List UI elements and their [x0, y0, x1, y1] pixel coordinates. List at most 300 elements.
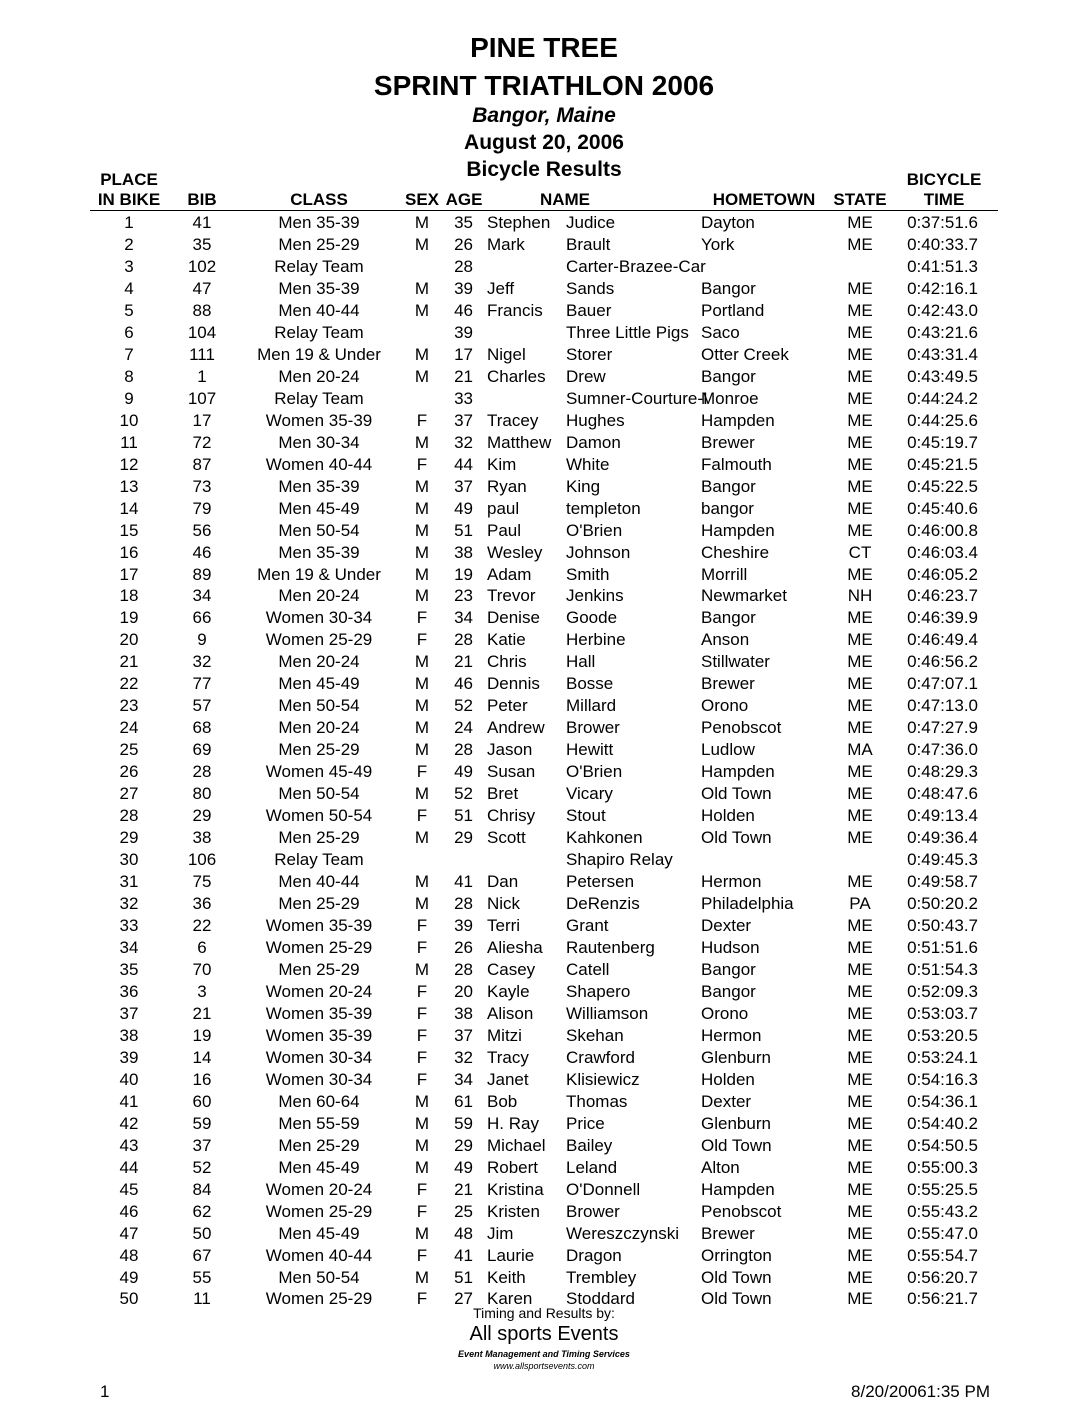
cell-bib: 1 [197, 366, 207, 386]
cell-state: ME [847, 1135, 873, 1155]
cell-sex: M [414, 476, 430, 496]
cell-first-name: Mark [487, 234, 525, 254]
cell-last-name: DeRenzis [566, 894, 640, 914]
cell-class: Men 35-39 [278, 542, 360, 562]
cell-place: 25 [119, 740, 139, 760]
cell-class: Men 45-49 [278, 674, 360, 694]
cell-bike-time: 0:46:03.4 [907, 542, 978, 562]
cell-class: Men 25-29 [278, 1135, 360, 1155]
cell-bike-time: 0:47:07.1 [907, 674, 978, 694]
cell-age: 23 [454, 586, 473, 606]
cell-class: Men 60-64 [278, 1091, 360, 1111]
cell-class: Women 30-34 [265, 1047, 373, 1067]
header-state: STATE [833, 190, 887, 209]
cell-last-name: Leland [566, 1157, 618, 1177]
cell-bike-time: 0:55:43.2 [907, 1201, 978, 1221]
cell-place: 21 [119, 652, 139, 672]
cell-state: ME [847, 564, 873, 584]
table-row [0, 1091, 1088, 1113]
header-hometown: HOMETOWN [712, 190, 816, 209]
table-row [0, 542, 1088, 564]
cell-bike-time: 0:46:49.4 [907, 630, 978, 650]
cell-bike-time: 0:46:00.8 [907, 520, 978, 540]
cell-bike-time: 0:51:54.3 [907, 959, 978, 979]
cell-first-name: Paul [487, 520, 522, 540]
cell-last-name: templeton [566, 498, 641, 518]
cell-hometown: Portland [701, 300, 765, 320]
cell-class: Women 45-49 [265, 762, 373, 782]
cell-hometown: Holden [701, 806, 755, 826]
cell-bib: 46 [192, 542, 212, 562]
cell-first-name: Charles [487, 366, 546, 386]
cell-class: Relay Team [274, 388, 364, 408]
cell-bike-time: 0:55:47.0 [907, 1223, 978, 1243]
cell-age: 38 [454, 542, 473, 562]
cell-age: 51 [454, 520, 473, 540]
cell-state: ME [847, 366, 873, 386]
table-row [0, 410, 1088, 432]
cell-bib: 28 [192, 762, 212, 782]
cell-age: 27 [454, 1289, 473, 1309]
cell-sex: M [414, 784, 430, 804]
cell-last-name: Shapero [566, 981, 631, 1001]
cell-state: ME [847, 1091, 873, 1111]
cell-class: Men 35-39 [278, 278, 360, 298]
cell-class: Relay Team [274, 322, 364, 342]
cell-first-name: Bob [487, 1091, 518, 1111]
cell-age: 49 [454, 762, 473, 782]
cell-age: 29 [454, 1135, 473, 1155]
cell-state: ME [847, 1157, 873, 1177]
cell-bib: 72 [192, 432, 212, 452]
cell-bike-time: 0:54:40.2 [907, 1113, 978, 1133]
cell-first-name: Wesley [487, 542, 543, 562]
cell-state: ME [847, 234, 873, 254]
cell-sex: M [414, 234, 430, 254]
table-row [0, 717, 1088, 739]
cell-place: 3 [124, 256, 134, 276]
cell-hometown: Saco [701, 322, 740, 342]
cell-first-name: Nick [487, 894, 521, 914]
cell-class: Women 40-44 [265, 454, 373, 474]
cell-bike-time: 0:49:13.4 [907, 806, 978, 826]
cell-class: Men 25-29 [278, 894, 360, 914]
cell-bib: 29 [192, 806, 212, 826]
cell-sex: M [414, 652, 430, 672]
cell-bike-time: 0:53:03.7 [907, 1003, 978, 1023]
table-row [0, 1201, 1088, 1223]
cell-last-name: Thomas [566, 1091, 628, 1111]
table-row [0, 520, 1088, 542]
cell-class: Women 25-29 [265, 1201, 373, 1221]
cell-sex: M [414, 894, 430, 914]
cell-first-name: Janet [487, 1069, 529, 1089]
cell-age: 41 [454, 1245, 473, 1265]
cell-bike-time: 0:50:20.2 [907, 894, 978, 914]
cell-bike-time: 0:49:58.7 [907, 872, 978, 892]
cell-state: PA [849, 894, 871, 914]
table-row [0, 1135, 1088, 1157]
cell-age: 59 [454, 1113, 473, 1133]
table-row [0, 322, 1088, 344]
table-row [0, 915, 1088, 937]
cell-bib: 104 [187, 322, 217, 342]
cell-hometown: Hampden [701, 762, 775, 782]
cell-sex: M [414, 1157, 430, 1177]
cell-sex: M [414, 1113, 430, 1133]
cell-sex: M [414, 828, 430, 848]
cell-state: ME [847, 300, 873, 320]
cell-sex: M [414, 520, 430, 540]
cell-last-name: Dragon [566, 1245, 622, 1265]
cell-last-name: O'Brien [566, 762, 623, 782]
cell-hometown: Penobscot [701, 718, 782, 738]
cell-bib: 41 [192, 213, 212, 232]
cell-sex: M [414, 498, 430, 518]
cell-hometown: Brewer [701, 1223, 755, 1243]
cell-bike-time: 0:49:36.4 [907, 828, 978, 848]
table-row [0, 1157, 1088, 1179]
header-time-top: BICYCLE [906, 170, 982, 189]
cell-hometown: Dexter [701, 916, 752, 935]
cell-hometown: Old Town [701, 1267, 772, 1287]
cell-hometown: Bangor [701, 981, 756, 1001]
cell-class: Men 45-49 [278, 1223, 360, 1243]
cell-first-name: Michael [487, 1135, 546, 1155]
timing-credit: Timing and Results by: [473, 1305, 615, 1321]
cell-hometown: Philadelphia [701, 894, 794, 914]
cell-state: ME [847, 696, 873, 716]
cell-last-name: Brower [566, 718, 620, 738]
cell-class: Men 25-29 [278, 234, 360, 254]
cell-first-name: paul [487, 498, 520, 518]
cell-place: 49 [119, 1267, 139, 1287]
cell-first-name: H. Ray [487, 1113, 539, 1133]
cell-place: 24 [119, 718, 139, 738]
cell-place: 26 [119, 762, 139, 782]
table-row [0, 212, 1088, 234]
cell-last-name: Brower [566, 1201, 620, 1221]
cell-place: 22 [119, 674, 139, 694]
cell-age: 37 [454, 410, 473, 430]
cell-place: 5 [124, 300, 134, 320]
table-row [0, 673, 1088, 695]
cell-bib: 89 [192, 564, 212, 584]
cell-first-name: Dennis [487, 674, 540, 694]
cell-class: Men 45-49 [278, 1157, 360, 1177]
cell-first-name: Ryan [487, 476, 527, 496]
cell-sex: M [414, 674, 430, 694]
cell-age: 41 [454, 872, 473, 892]
cell-last-name: Stout [566, 806, 606, 826]
cell-class: Women 30-34 [265, 608, 373, 628]
cell-hometown: Glenburn [701, 1047, 771, 1067]
cell-place: 46 [119, 1201, 139, 1221]
cell-state: ME [847, 520, 873, 540]
cell-first-name: Tracey [487, 410, 539, 430]
results-subtitle: Bicycle Results [466, 158, 622, 181]
cell-hometown: Alton [701, 1157, 740, 1177]
cell-state: ME [847, 344, 873, 364]
cell-age: 52 [454, 696, 473, 716]
cell-first-name: Chrisy [487, 806, 536, 826]
cell-bib: 19 [192, 1025, 212, 1045]
cell-first-name: Adam [487, 564, 532, 584]
cell-sex: F [416, 937, 428, 957]
cell-state: ME [847, 608, 873, 628]
cell-place: 17 [119, 564, 139, 584]
cell-sex: F [416, 630, 428, 650]
table-row [0, 476, 1088, 498]
cell-first-name: Kim [487, 454, 517, 474]
cell-hometown: Morrill [701, 564, 748, 584]
cell-bib: 59 [192, 1113, 212, 1133]
cell-last-name: Sumner-Courture-I [566, 388, 708, 408]
cell-age: 21 [454, 366, 473, 386]
cell-state: ME [847, 1289, 873, 1309]
cell-age: 28 [454, 894, 473, 914]
cell-hometown: Brewer [701, 674, 755, 694]
cell-hometown: Hampden [701, 410, 775, 430]
cell-age: 28 [454, 740, 473, 760]
cell-bike-time: 0:54:36.1 [907, 1091, 978, 1111]
cell-hometown: Anson [701, 630, 750, 650]
table-row [0, 783, 1088, 805]
cell-sex: F [416, 1025, 428, 1045]
cell-age: 20 [454, 981, 473, 1001]
cell-sex: M [414, 344, 430, 364]
table-row [0, 432, 1088, 454]
cell-last-name: Klisiewicz [566, 1069, 640, 1089]
cell-sex: F [416, 454, 428, 474]
cell-hometown: Hermon [701, 1025, 762, 1045]
cell-sex: M [414, 213, 430, 232]
cell-class: Men 30-34 [278, 432, 360, 452]
cell-last-name: Three Little Pigs [566, 322, 689, 342]
cell-sex: M [414, 300, 430, 320]
cell-age: 34 [454, 608, 473, 628]
title-line-2: SPRINT TRIATHLON 2006 [373, 70, 715, 101]
cell-last-name: Carter-Brazee-Car [566, 256, 706, 276]
cell-class: Men 50-54 [278, 520, 360, 540]
cell-bike-time: 0:46:05.2 [907, 564, 978, 584]
table-row [0, 278, 1088, 300]
cell-age: 19 [454, 564, 473, 584]
cell-bib: 34 [192, 586, 212, 606]
results-table [0, 212, 1088, 1310]
cell-bib: 55 [192, 1267, 212, 1287]
cell-state: ME [847, 498, 873, 518]
cell-hometown: Bangor [701, 278, 756, 298]
table-row [0, 937, 1088, 959]
cell-state: ME [847, 410, 873, 430]
event-date: August 20, 2006 [464, 131, 624, 154]
cell-age: 26 [454, 937, 473, 957]
cell-last-name: Millard [566, 696, 617, 716]
cell-bike-time: 0:45:19.7 [907, 432, 978, 452]
cell-first-name: Mitzi [487, 1025, 522, 1045]
cell-bike-time: 0:45:21.5 [907, 454, 978, 474]
cell-bib: 69 [192, 740, 212, 760]
cell-state: CT [848, 542, 872, 562]
cell-hometown: Bangor [701, 476, 756, 496]
cell-place: 12 [119, 454, 139, 474]
cell-bib: 80 [192, 784, 212, 804]
cell-last-name: Jenkins [566, 586, 624, 606]
cell-first-name: Scott [487, 828, 526, 848]
cell-class: Men 19 & Under [257, 344, 381, 364]
cell-sex: F [416, 1069, 428, 1089]
cell-hometown: Ludlow [701, 740, 755, 760]
cell-state: MA [847, 740, 873, 760]
cell-bike-time: 0:47:36.0 [907, 740, 978, 760]
table-row [0, 234, 1088, 256]
cell-place: 38 [119, 1025, 139, 1045]
cell-bike-time: 0:52:09.3 [907, 981, 978, 1001]
cell-class: Men 35-39 [278, 476, 360, 496]
table-row [0, 827, 1088, 849]
cell-hometown: Cheshire [701, 542, 770, 562]
cell-bib: 37 [192, 1135, 212, 1155]
cell-hometown: Glenburn [701, 1113, 771, 1133]
cell-last-name: Crawford [566, 1047, 635, 1067]
cell-class: Women 20-24 [265, 1179, 373, 1199]
cell-age: 35 [454, 213, 473, 232]
cell-last-name: Shapiro Relay [566, 850, 673, 870]
table-row [0, 805, 1088, 827]
cell-state: ME [847, 1223, 873, 1243]
table-row [0, 761, 1088, 783]
cell-last-name: Petersen [566, 872, 635, 892]
cell-class: Men 50-54 [278, 1267, 360, 1287]
cell-place: 16 [119, 542, 139, 562]
cell-age: 39 [454, 322, 473, 342]
cell-state: ME [847, 213, 873, 232]
cell-place: 10 [119, 410, 139, 430]
cell-state: ME [847, 1025, 873, 1045]
cell-bike-time: 0:55:25.5 [907, 1179, 978, 1199]
cell-first-name: Francis [487, 300, 543, 320]
cell-place: 33 [119, 916, 139, 935]
cell-place: 43 [119, 1135, 139, 1155]
cell-class: Relay Team [274, 850, 364, 870]
cell-hometown: Bangor [701, 959, 756, 979]
cell-bike-time: 0:43:21.6 [907, 322, 978, 342]
cell-hometown: Orrington [701, 1245, 772, 1265]
cell-class: Men 50-54 [278, 696, 360, 716]
cell-state: ME [847, 1179, 873, 1199]
table-row [0, 1025, 1088, 1047]
cell-bike-time: 0:55:54.7 [907, 1245, 978, 1265]
cell-bike-time: 0:55:00.3 [907, 1157, 978, 1177]
cell-last-name: Skehan [566, 1025, 624, 1045]
cell-class: Women 25-29 [265, 630, 373, 650]
cell-place: 30 [119, 850, 139, 870]
cell-class: Women 25-29 [265, 1289, 373, 1309]
cell-place: 44 [119, 1157, 139, 1177]
cell-age: 21 [454, 652, 473, 672]
cell-hometown: bangor [701, 498, 754, 518]
cell-first-name: Andrew [487, 718, 545, 738]
cell-class: Men 25-29 [278, 959, 360, 979]
table-row [0, 1113, 1088, 1135]
cell-bike-time: 0:50:43.7 [907, 916, 978, 935]
cell-last-name: Drew [566, 366, 606, 386]
cell-first-name: Dan [487, 872, 519, 892]
cell-bike-time: 0:44:25.6 [907, 410, 978, 430]
table-row [0, 871, 1088, 893]
cell-class: Women 40-44 [265, 1245, 373, 1265]
cell-bib: 68 [192, 718, 212, 738]
cell-bike-time: 0:48:29.3 [907, 762, 978, 782]
cell-bike-time: 0:46:23.7 [907, 586, 978, 606]
cell-bike-time: 0:43:49.5 [907, 366, 978, 386]
cell-last-name: Hewitt [566, 740, 614, 760]
cell-state: ME [847, 432, 873, 452]
cell-hometown: Newmarket [701, 586, 787, 606]
cell-bike-time: 0:41:51.3 [907, 256, 978, 276]
cell-age: 25 [454, 1201, 473, 1221]
cell-hometown: Monroe [701, 388, 759, 408]
cell-state: ME [847, 1201, 873, 1221]
cell-bib: 67 [192, 1245, 212, 1265]
cell-last-name: Kahkonen [566, 828, 643, 848]
cell-state: ME [847, 1245, 873, 1265]
cell-first-name: Laurie [487, 1245, 535, 1265]
cell-last-name: Stoddard [566, 1289, 635, 1309]
cell-age: 49 [454, 498, 473, 518]
cell-bib: 111 [189, 344, 215, 364]
cell-class: Women 35-39 [265, 1025, 373, 1045]
cell-place: 28 [119, 806, 139, 826]
cell-age: 37 [454, 1025, 473, 1045]
cell-bike-time: 0:42:43.0 [907, 300, 978, 320]
event-location: Bangor, Maine [472, 104, 616, 127]
cell-bike-time: 0:48:47.6 [907, 784, 978, 804]
page-number: 1 [100, 1382, 110, 1401]
table-row [0, 1003, 1088, 1025]
header-class: CLASS [290, 190, 348, 209]
table-row [0, 739, 1088, 761]
cell-first-name: Susan [487, 762, 536, 782]
cell-last-name: Judice [566, 213, 616, 232]
cell-hometown: Stillwater [701, 652, 770, 672]
cell-age: 17 [454, 344, 473, 364]
cell-bib: 73 [192, 476, 212, 496]
cell-state: NH [847, 586, 873, 606]
cell-first-name: Kristina [487, 1179, 544, 1199]
cell-class: Men 20-24 [278, 718, 360, 738]
cell-sex: M [414, 740, 430, 760]
table-row [0, 1047, 1088, 1069]
cell-last-name: White [566, 454, 610, 474]
cell-sex: F [416, 1003, 428, 1023]
cell-bib: 107 [187, 388, 217, 408]
cell-bib: 14 [192, 1047, 212, 1067]
company-tagline: Event Management and Timing Services [458, 1349, 630, 1359]
cell-hometown: Orono [701, 1003, 749, 1023]
cell-last-name: Damon [566, 432, 621, 452]
cell-state: ME [847, 762, 873, 782]
header-name: NAME [539, 190, 591, 209]
cell-place: 37 [119, 1003, 139, 1023]
cell-hometown: Dayton [701, 213, 755, 232]
cell-bike-time: 0:45:40.6 [907, 498, 978, 518]
cell-age: 51 [454, 806, 473, 826]
cell-sex: F [416, 981, 428, 1001]
cell-place: 45 [119, 1179, 139, 1199]
cell-place: 39 [119, 1047, 139, 1067]
